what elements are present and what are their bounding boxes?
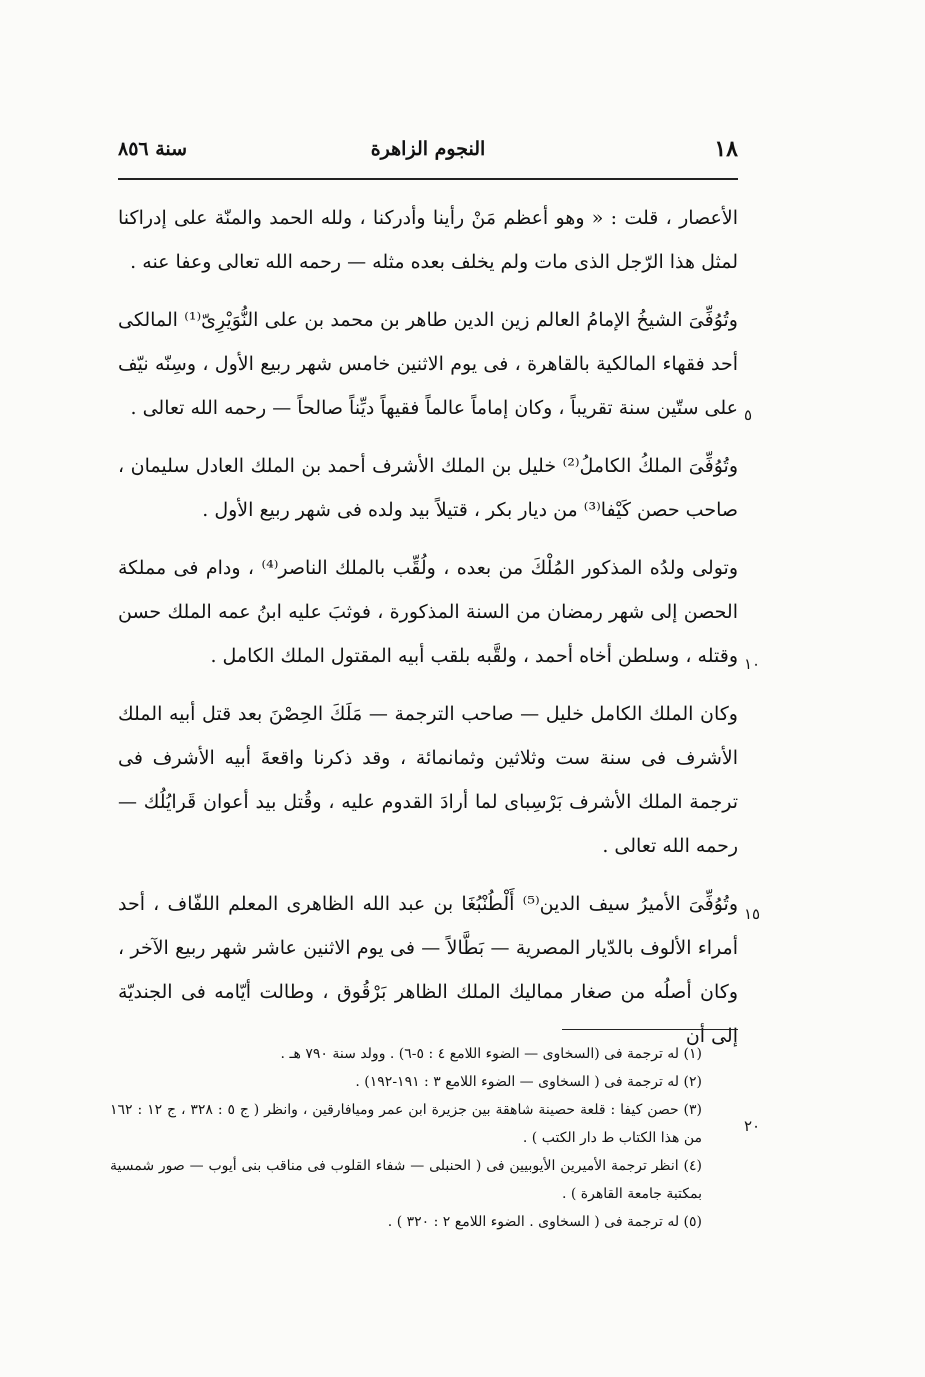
- footnote: (٤) انظر ترجمة الأميرين الأيوبيين فى ( الحنبلى — شفاء القلوب فى مناقب بنى أيوب — صور شمسية بمكتبة جامعة القاهرة ) .: [110, 1158, 702, 1202]
- paragraph: وتُوُفِّىَ الشيخُ الإمامُ العالم زين الدين طاهر بن محمد بن على النُّوَيْرِىّ⁽¹⁾ المالكى أحد فقهاء المالكية بالقاهرة ، فى يوم الاثنين خامس شهر ربيع الأول ، وسِنّه نيّف على ستّين سنة تقريباً ، وكان إماماً عالماً فقيهاً ديِّناً صالحاً — رحمه الله تعالى .: [118, 309, 738, 419]
- line-number-10: ١٠: [744, 655, 761, 673]
- line-number-5: ٥: [744, 406, 753, 424]
- footnote: (٥) له ترجمة فى ( السخاوى . الضوء اللامع ٢ : ٣٢٠ ) .: [387, 1214, 702, 1230]
- page-number: ١٨: [714, 136, 738, 162]
- line-number-20: ٢٠: [744, 1117, 761, 1135]
- line-number-15: ١٥: [744, 905, 761, 923]
- paragraph: الأعصار ، قلت : « وهو أعظم مَنْ رأينا وأدركنا ، ولله الحمد والمنّة على إدراكنا لمثل هذا الرّجل الذى مات ولم يخلف بعده مثله — رحمه الله تعالى وعفا عنه .: [118, 207, 738, 273]
- main-text: [118, 196, 738, 1072]
- footnotes: [110, 1040, 738, 1236]
- running-header: [118, 138, 738, 172]
- book-title: النجوم الزاهرة: [370, 138, 486, 160]
- footnote: (٣) حصن كيفا : قلعة حصينة شاهقة بين جزيرة ابن عمر وميافارقين ، وانظر ( ج ٥ : ٣٢٨ ، ج ١٢ : ١٦٢ من هذا الكتاب ط دار الكتب ) .: [110, 1102, 703, 1146]
- paragraph: وتُوُفِّىَ الملكُ الكاملُ⁽²⁾ خليل بن الملك الأشرف أحمد بن الملك العادل سليمان ، صاحب حصن كَيْفا⁽³⁾ من ديار بكر ، قتيلاً بيد ولده فى شهر ربيع الأول .: [118, 455, 738, 521]
- footnote: (١) له ترجمة فى (السخاوى — الضوء اللامع ٤ : ٥-٦) . وولد سنة ٧٩٠ هـ .: [280, 1046, 702, 1062]
- paragraph: وتُوُفِّىَ الأميرُ سيف الدين⁽⁵⁾ أَلْطُنْبُغَا بن عبد الله الظاهرى المعلم اللفّاف ، أحد أمراء الألوف بالدّيار المصرية — بَطَّالاً — فى يوم الاثنين عاشر شهر ربيع الآخر ، وكان أصلُه من صغار مماليك الملك الظاهر بَرْقُوق ، وطالت أيّامه فى الجنديّة إلى أن: [118, 893, 738, 1047]
- footnote-rule: [562, 1029, 738, 1030]
- header-rule: [118, 178, 738, 180]
- paragraph: وتولى ولدُه المذكور المُلْكَ من بعده ، ولُقِّب بالملك الناصر⁽⁴⁾ ، ودام فى مملكة الحصن إلى شهر رمضان من السنة المذكورة ، فوثبَ عليه ابنُ عمه الملك حسن وقتله ، وسلطن أخاه أحمد ، ولقَّبه بلقب أبيه المقتول الملك الكامل .: [118, 557, 739, 667]
- paragraph: وكان الملك الكامل خليل — صاحب الترجمة — مَلَكَ الحِصْنَ بعد قتل أبيه الملك الأشرف فى سنة ست وثلاثين وثمانمائة ، وقد ذكرنا واقعةَ أبيه الأشرف فى ترجمة الملك الأشرف بَرْسِباى لما أرادَ القدوم عليه ، وقُتل بيد أعوان قَرايُلُك — رحمه الله تعالى .: [118, 703, 738, 857]
- year-label: سنة ٨٥٦: [118, 138, 188, 160]
- footnote: (٢) له ترجمة فى ( السخاوى — الضوء اللامع ٣ : ١٩١-١٩٢) .: [355, 1074, 702, 1090]
